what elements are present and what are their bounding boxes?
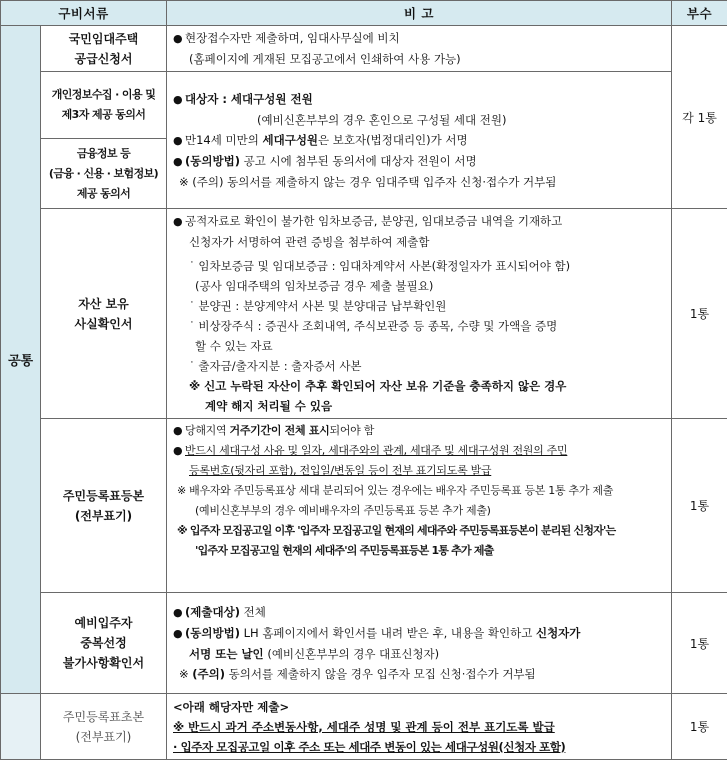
table-row: [1, 209, 727, 419]
copies-abstract: 1통: [672, 694, 727, 760]
header-documents: 구비서류: [1, 1, 167, 26]
group-conditional: [1, 694, 41, 760]
doc-application-form: 국민임대주택 공급신청서: [41, 26, 167, 72]
table-row: [1, 593, 727, 694]
bullet-icon: ●: [173, 131, 181, 151]
header-copies: 부수: [672, 1, 727, 26]
note-abstract: <아래 해당자만 제출> ※ 반드시 과거 주소변동사항, 세대주 성명 및 관계 등이 전부 표기도록 발급 · 입주자 모집공고일 이후 주소 또는 세대주 변동이 있는 세대구성원(신청자 포함): [167, 694, 672, 760]
bullet-icon: ●: [173, 624, 181, 644]
table-row: [1, 419, 727, 593]
table-row: [1, 694, 727, 760]
bullet-icon: ●: [173, 212, 181, 232]
doc-financial-consent: 금융정보 등 (금융 · 신용 · 보험정보) 제공 동의서: [41, 139, 167, 209]
copies-asset: 1통: [672, 209, 727, 419]
header-remarks: 비 고: [167, 1, 672, 26]
copies-each-one: 각 1통: [672, 26, 727, 209]
doc-resident-registration: 주민등록표등본 (전부표기): [41, 419, 167, 593]
note-application-form: ● 현장접수자만 제출하며, 임대사무실에 비치 (홈페이지에 게재된 모집공고에서 인쇄하여 사용 가능): [167, 26, 672, 72]
table-header-row: [1, 1, 727, 26]
bullet-icon: ●: [173, 441, 181, 461]
doc-privacy-consent: 개인정보수집 · 이용 및 제3자 제공 동의서: [41, 72, 167, 139]
note-resident: ● 당해지역 거주기간이 전체 표시되어야 함 ● 반드시 세대구성 사유 및 일자, 세대주와의 관계, 세대주 및 세대구성원 전원의 주민 등록번호(뒷자리 포함), 전입일/변동일 등이 전부 표기되도록 발급 ※ 배우자와 주민등록표상 세대 분리되어 있는 경우에는 배우자 주민등록표 등본 1통 추가 제출 (예비신혼부부의 경우 예비배우자의 주민등록표 등본 추가 제출) ※ 입주자 모집공고일 이후 '입주자 모집공고일 현재의 세대주와 주민등록표등본이 분리된 신청자'는 '입주자 모집공고일 현재의 세대주'의 주민등록표등본 1통 추가 제출: [167, 419, 672, 593]
note-duplicate: ● (제출대상) 전체 ● (동의방법) LH 홈페이지에서 확인서를 내려 받은 후, 내용을 확인하고 신청자가 서명 또는 날인 (예비신혼부부의 경우 대표신청자) ※ (주의) 동의서를 제출하지 않을 경우 입주자 모집 신청·접수가 거부됨: [167, 593, 672, 694]
doc-duplicate-selection: 예비입주자 중복선정 불가사항확인서: [41, 593, 167, 694]
note-asset: ● 공적자료로 확인이 불가한 임차보증금, 분양권, 임대보증금 내역을 기재하고 신청자가 서명하여 관련 증빙을 첨부하여 제출함 ˙ 임차보증금 및 임대보증금 : 임대차계약서 사본(확정일자가 표시되어야 함) (공사 임대주택의 임차보증금 경우 제출 불필요) ˙ 분양권 : 분양계약서 사본 및 분양대금 납부확인원 ˙ 비상장주식 : 증권사 조회내역, 주식보관증 등 종목, 수량 및 가액을 증명 할 수 있는 자료 ˙ 출자금/출자지분 : 출자증서 사본 ※ 신고 누락된 자산이 추후 확인되어 자산 보유 기준을 충족하지 않은 경우 계약 해지 처리될 수 있음: [167, 209, 672, 419]
copies-resident: 1통: [672, 419, 727, 593]
bullet-icon: ●: [173, 29, 181, 49]
group-common: 공통: [1, 26, 41, 694]
bullet-icon: ●: [173, 152, 181, 172]
table-row: [1, 26, 727, 72]
note-consent: ● 대상자 : 세대구성원 전원 (예비신혼부부의 경우 혼인으로 구성될 세대 전원) ● 만14세 미만의 세대구성원은 보호자(법정대리인)가 서명 ● (동의방법) 공고 시에 첨부된 동의서에 대상자 전원이 서명 ※ (주의) 동의서를 제출하지 않는 경우 임대주택 입주자 신청·접수가 거부됨: [167, 72, 672, 209]
doc-resident-abstract: 주민등록표초본 (전부표기): [41, 694, 167, 760]
bullet-icon: ●: [173, 421, 181, 441]
bullet-icon: ●: [173, 603, 181, 623]
doc-asset-confirmation: 자산 보유 사실확인서: [41, 209, 167, 419]
copies-duplicate: 1통: [672, 593, 727, 694]
table-row: [1, 72, 727, 139]
bullet-icon: ●: [173, 90, 181, 110]
